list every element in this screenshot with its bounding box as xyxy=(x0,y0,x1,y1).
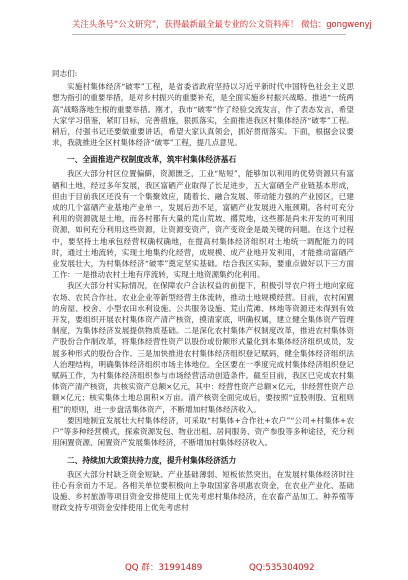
section-heading-1: 一、全面推进产权制度改革，筑牢村集体经济基石 xyxy=(67,155,237,165)
intro-paragraph: 实施村集体经济“破零”工程，是省委省政府坚持以习近平新时代中国特色社会主义思想为指引的重要举措，是对乡村振兴的重要补充，是全面实施乡村振兴战略、推进“一统两高”战略落地生根的重要举措。刚才，我市“破零”作了经验交流发言，作了表态发言，希望大家学习借鉴，紧盯目标，完善措施，狠抓落实，全面推进我区村集体经济“破零”工程。稍后，付强书记还要做重要讲话，希望大家认真领会，抓好贯彻落实。下面，根据会议要求，我就推进全区村集体经济“破零”工程，提几点意见。 xyxy=(52,82,354,148)
greeting: 同志们: xyxy=(52,69,78,78)
section-heading-2: 二、持续加大政策扶持力度，提升村集体经济活力 xyxy=(67,455,237,465)
paragraph-3: 要因地制宜发展壮大村集体经济，可采取“村集体+合作社+农户”“公司+村集体+农户”等多种经营模式，探索资源发包、物业出租、居间服务、资产参股等多种途径，充分利用闲置资源、闲置资产发展集体经济，不断增加村集体经济收入。 xyxy=(52,415,354,448)
paragraph-1: 我区大部分村区位置偏僻，资源匮乏，工业“贴短”，能够加以利用的优势资源只有富硒和土地，经过多年发展，我区富硒产业取得了长足进步，五大富硒全产业链基本形成，但由于目前我区还没有一个集聚效应，随着长、融合发展、带动能力强的产业园区，已建成的几个富硒产业基地产业单一，发展后劲不足，富硒产业发展进入瓶颈期。各村可充分利用的资源就是土地，而各村都有大量的荒山荒坡、撂荒地，这些都是尚未开发的可利用资源，如何充分利用这些资源，让资源变资产，资产变资金是最关键的问题。在这个过程中，要坚持土地承包经营权确权确地，在提高村集体经济组织对土地统一调配能力的同时，通过土地流转，实现土地集约化经营，成规模、成产业地开发利用，才能推动富硒产业发展壮大，为村集体经济“破零”奠定坚实基础。结合我区实际，要重点做好以下三方面工作：一是推动农村土地有序流转，实现土地资源集约化利用。 xyxy=(52,169,354,280)
paragraph-2: 我区大部分村实际情况，在保障农户合法权益的前提下，积极引导农户将土地向家庭农场、农民合作社、农业企业等新型经营主体流转，推动土地规模经营。目前，农村闲置的房屋、校舍、小型农田水利设施、公共服务设施、荒山荒滩、林地等资源还未得到有效开发，要组织开展农村集体资产清产核资，摸清家底，明确权属，建立健全集体资产管理制度，为集体经济发展提供物质基础。二是深化农村集体产权制度改革，推进农村集体资产股份合作制改革，将集体经营性资产以股份或份额形式量化到本集体经济组织成员，发展多种形式的股份合作。三是加快推进农村集体经济组织登记赋码，健全集体经济组织法人治理结构，明确集体经济组织市场主体地位。全区要在一季度完成村集体经济组织登记赋码工作，为村集体经济组织参与市场经营活动创造条件。截至目前，我区已完成农村集体资产清产核资，共核实资产总额×亿元，其中：经营性资产总额×亿元，非经营性资产总额×亿元；核实集体土地总面积×万亩。清产核资全面完成后，要按照“宜股则股、宜租则租”的原则，进一步盘活集体资产，不断增加村集体经济收入。 xyxy=(52,281,354,414)
qq-group-text: QQ 群：31991489 xyxy=(125,563,203,573)
paragraph-4: 我区大部分村缺乏资金短缺、产业基础薄弱、短板依然突出，在发展村集体经济时往往心有余而力不足。各相关单位要积极向上争取国家各项惠农资金，在农业产业化、基础设施、乡村旅游等项目资金安排使用上优先考虑村集体经济，在农畜产品加工、种养殖等财政支持专项资金安排使用上优先考虑村 xyxy=(52,469,354,513)
speech-body xyxy=(52,68,354,513)
contact-footer xyxy=(125,561,345,575)
promo-banner: 关注头条号“公文研究”，获得最新最全最专业的公文资料库！ 微信：gongwenyj xyxy=(72,14,346,35)
qq-number-text: QQ:535304092 xyxy=(248,563,315,573)
